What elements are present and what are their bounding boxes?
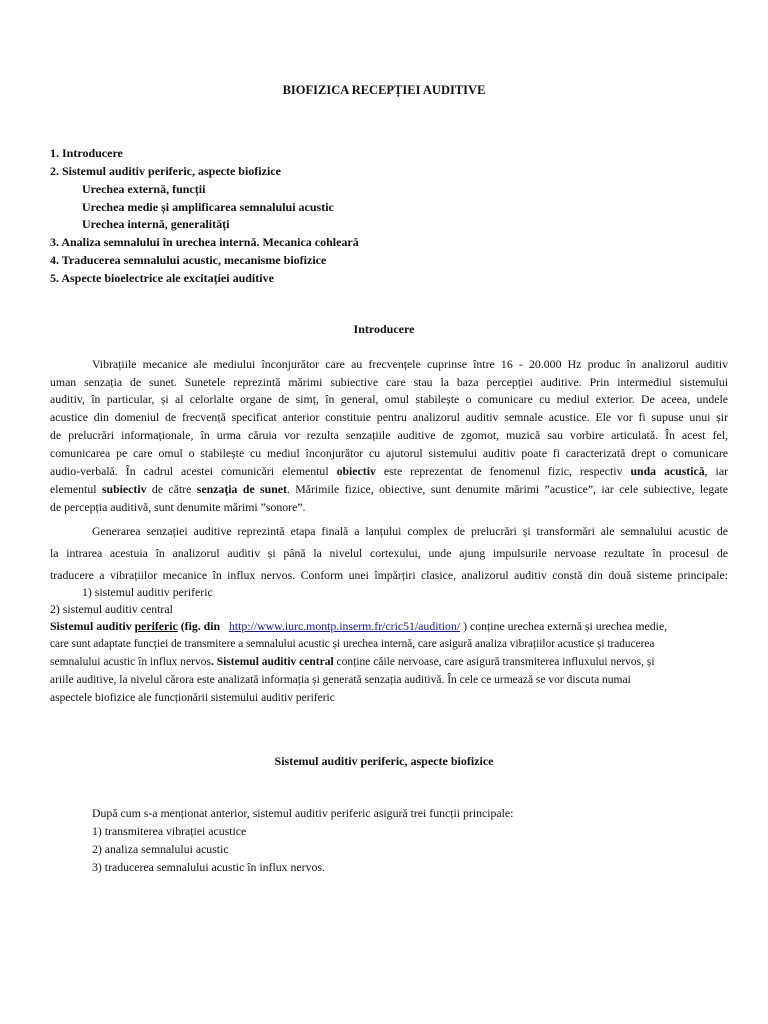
toc-item: 4. Traducerea semnalului acustic, mecanisme biofizice — [50, 253, 327, 267]
text-run: de către — [146, 482, 197, 496]
toc-item: 3. Analiza semnalului în urechea internă. Mecanica cohleară — [50, 235, 359, 249]
list-item: 3) traducerea semnalului acustic în influx nervos. — [92, 860, 325, 874]
text-run: este reprezentat de fenomenul fizic, respectiv — [375, 464, 631, 478]
text-line: acustice din domeniul de frecvență specificat anterior constituie pentru analizorul auditiv semnale acustice. Ele vor fi supuse unui șir — [50, 410, 728, 424]
emphasis-senzatia-de-sunet: senzația de sunet — [196, 482, 287, 496]
section-heading-intro: Introducere — [353, 322, 415, 336]
list-item: 2) sistemul auditiv central — [50, 602, 173, 616]
text-line: de percepția auditivă, sunt denumite mărimi ”sonore”. — [50, 500, 306, 514]
text-run: conține căile nervoase, care asigură transmiterea influxului nervos, și — [333, 656, 655, 668]
text-run: ) conține urechea externă și urechea medie, — [460, 619, 668, 633]
list-item: 1) transmiterea vibrației acustice — [92, 824, 247, 838]
document-title: BIOFIZICA RECEPȚIEI AUDITIVE — [282, 83, 486, 97]
bold-run: (fig. din — [177, 619, 221, 633]
text-run: , iar — [704, 464, 728, 478]
toc-item: 5. Aspecte bioelectrice ale excitației auditive — [50, 271, 274, 285]
list-item: 1) sistemul auditiv periferic — [82, 585, 213, 599]
audition-link[interactable]: http://www.iurc.montp.inserm.fr/cric51/audition/ — [228, 619, 461, 633]
text-line — [50, 655, 655, 669]
text-run: semnalului acustic în influx nervos — [50, 656, 211, 668]
text-run: . Mărimile fizice, obiective, sunt denumite mărimi ”acustice”, iar cele subiective, legate — [286, 482, 729, 496]
text-line — [50, 482, 728, 496]
text-line: auditiv, în particular, și al celorlalte organe de simț, în general, omul stabilește o comunicare cu mediul exterior. De aceea, undele — [50, 392, 728, 406]
text-line — [50, 619, 667, 633]
toc-item: 1. Introducere — [50, 146, 123, 160]
text-line: traducere a vibrațiilor mecanice în influx nervos. Conform unei împărțiri clasice, analizorul auditiv constă din două sisteme principale: — [50, 568, 728, 582]
text-run: elementul — [50, 482, 102, 496]
toc-subitem: Urechea externă, funcții — [82, 182, 206, 196]
text-line: Vibrațiile mecanice ale mediului înconjurător care au frecvențele cuprinse între 16 - 20.000 Hz produc în analizorul auditiv — [92, 357, 728, 371]
text-line: ariile auditive, la nivelul cărora este analizată informația și generată senzația auditivă. În cele ce urmează se vor discuta numai — [50, 674, 631, 686]
text-line — [50, 464, 728, 478]
text-line: de prelucrări informaționale, în urma căruia vor rezulta senzațiile auditive de zgomot, muzică sau vorbire articulată. În acest fel, — [50, 428, 728, 442]
text-line: care sunt adaptate funcției de transmitere a semnalului acustic și urechea internă, care asigură analiza vibrațiilor acustice și traducerea — [50, 638, 655, 650]
bold-underlined-run: periferic — [134, 619, 178, 633]
emphasis-subiectiv: subiectiv — [101, 482, 147, 496]
text-line: Generarea senzației auditive reprezintă etapa finală a lanțului complex de prelucrări și transformări ale semnalului acustic de — [92, 524, 728, 538]
section-heading-peripheral: Sistemul auditiv periferic, aspecte biofizice — [274, 754, 494, 768]
text-line: aspectele biofizice ale funcționării sistemului auditiv periferic — [50, 692, 335, 704]
text-line: comunicarea pe care omul o stabilește cu mediul înconjurător cu ajutorul sistemului auditiv poate fi caracterizată drept o comunicare — [50, 446, 728, 460]
text-line: la intrarea acestuia în analizorul auditiv și până la nivelul cortexului, unde ajung impulsurile nervoase rezultate în procesul de — [50, 546, 728, 560]
emphasis-obiectiv: obiectiv — [336, 464, 376, 478]
emphasis-unda-acustica: unda acustică — [630, 464, 705, 478]
toc-item: 2. Sistemul auditiv periferic, aspecte biofizice — [50, 164, 281, 178]
toc-subitem: Urechea internă, generalități — [82, 217, 230, 231]
toc-subitem: Urechea medie și amplificarea semnalului acustic — [82, 200, 334, 214]
text-run: audio-verbală. În cadrul acestei comunicări elementul — [50, 464, 337, 478]
bold-run: . Sistemul auditiv central — [210, 656, 334, 668]
bold-run: Sistemul auditiv — [50, 619, 135, 633]
text-line: uman senzația de sunet. Sunetele reprezintă mărimi subiective care stau la baza percepției auditive. Prin intermediul sistemului — [50, 375, 728, 389]
text-line: După cum s-a menționat anterior, sistemul auditiv periferic asigură trei funcții principale: — [92, 806, 514, 820]
list-item: 2) analiza semnalului acustic — [92, 842, 229, 856]
